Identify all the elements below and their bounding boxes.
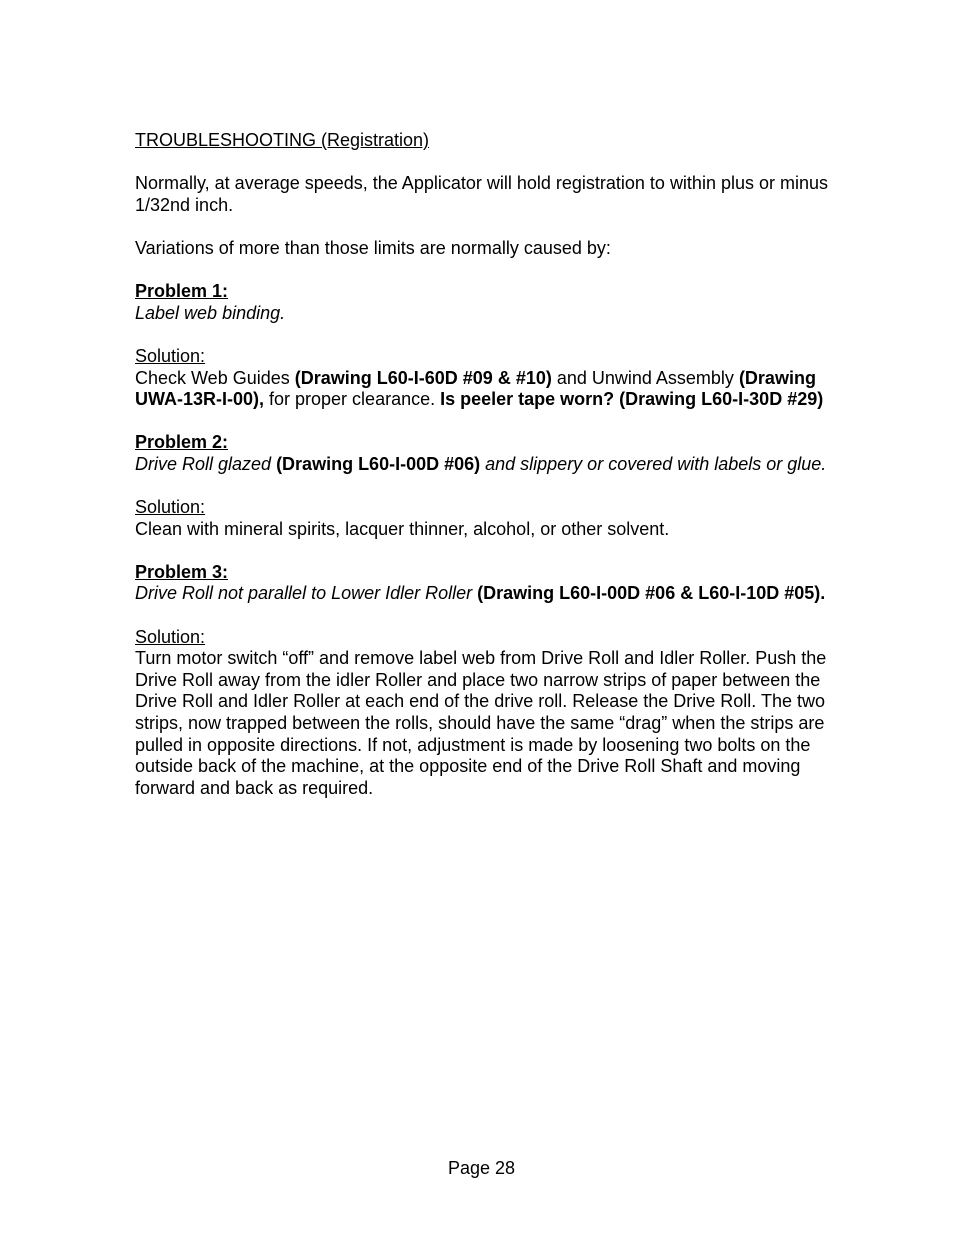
drawing-reference: (Drawing UWA-13R-I-00), (135, 367, 816, 410)
drawing-reference: (Drawing L60-I-00D #06 & L60-I-10D #05). (477, 583, 826, 604)
solution-text: Check Web Guides (135, 367, 295, 388)
document-page (135, 130, 835, 799)
problem-3-description (135, 583, 835, 605)
section-heading: TROUBLESHOOTING (Registration) (135, 130, 430, 150)
intro-paragraph: Normally, at average speeds, the Applicator will hold registration to within plus or minus 1/32nd inch. (135, 173, 828, 215)
description-text: Drive Roll not parallel to Lower Idler Roller (135, 583, 478, 604)
description-text: and slippery or covered with labels or glue. (480, 453, 827, 474)
variations-paragraph: Variations of more than those limits are normally caused by: (135, 237, 611, 258)
page-footer (0, 1158, 954, 1180)
problem-2-description (135, 454, 835, 476)
solution-text: for proper clearance. (264, 389, 441, 410)
problem-1-solution (135, 368, 835, 411)
problem-2 (135, 432, 835, 540)
problem-3-solution-label: Solution: (135, 626, 206, 647)
drawing-reference: (Drawing L60-I-00D #06) (276, 453, 481, 474)
problem-1-description: Label web binding. (135, 302, 286, 323)
problem-2-title: Problem 2: (135, 432, 229, 453)
problem-2-solution: Clean with mineral spirits, lacquer thinner, alcohol, or other solvent. (135, 518, 670, 539)
page-number: Page 28 (447, 1158, 516, 1178)
description-text: Drive Roll glazed (135, 453, 277, 474)
problem-1-solution-label: Solution: (135, 345, 206, 366)
problem-3-title: Problem 3: (135, 561, 229, 582)
problem-1 (135, 281, 835, 411)
problem-3 (135, 562, 835, 800)
problem-2-solution-label: Solution: (135, 497, 206, 518)
solution-text: and Unwind Assembly (551, 367, 739, 388)
drawing-reference: (Drawing L60-I-60D #09 & #10) (294, 367, 552, 388)
problem-1-title: Problem 1: (135, 281, 229, 302)
problem-3-solution: Turn motor switch “off” and remove label web from Drive Roll and Idler Roller. Push the Drive Roll away from the idler Roller and place two narrow strips of paper between the Drive Roll and Idler Roller at each end of the drive roll. Release the Drive Roll. The two strips, now trapped between the rolls, should have the same “drag” when the strips are pulled in opposite directions. If not, adjustment is made by loosening two bolts on the outside back of the machine, at the opposite end of the Drive Roll Shaft and moving forward and back as required. (135, 648, 827, 798)
drawing-reference: Is peeler tape worn? (Drawing L60-I-30D #29) (440, 389, 824, 410)
